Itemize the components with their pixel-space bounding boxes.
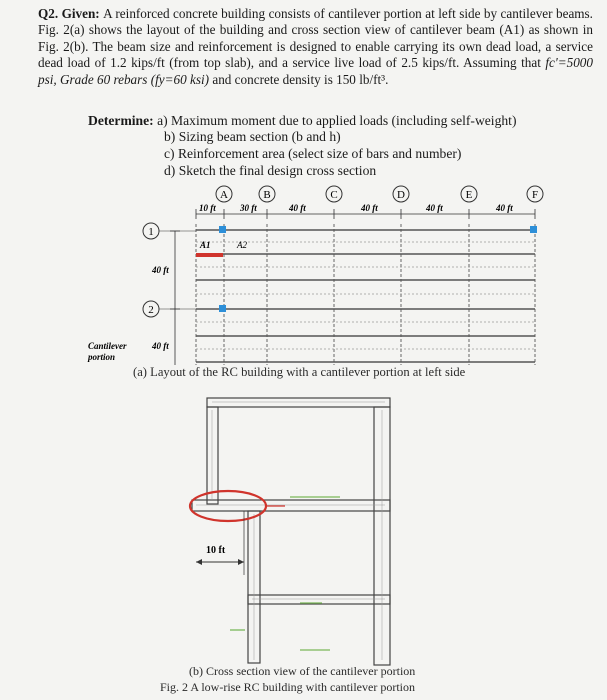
span-label-4: 40 ft — [361, 203, 378, 213]
determine-heading: Determine: — [88, 113, 154, 128]
question-lead: Q2. Given: — [38, 6, 104, 21]
figure-a-caption: (a) Layout of the RC building with a cantilever portion at left side — [133, 365, 466, 379]
span-label-2: 30 ft — [240, 203, 257, 213]
cantilever-span-dimension: 10 ft — [206, 545, 226, 556]
determine-item-a: a) Maximum moment due to applied loads (including self-weight) — [153, 113, 517, 128]
beam-label-a2: A2 — [237, 240, 247, 250]
span-label-5: 40 ft — [426, 203, 443, 213]
beam-label-a1: A1 — [200, 240, 211, 250]
column-label-f: F — [531, 189, 539, 201]
column-label-e: E — [465, 189, 473, 201]
span-label-1: 10 ft — [199, 203, 216, 213]
column-label-d: D — [397, 189, 405, 201]
cantilever-highlight-ellipse — [190, 491, 266, 521]
span-label-6: 40 ft — [496, 203, 513, 213]
column-label-a: A — [220, 189, 228, 201]
concrete-strength: fc'=5000 psi, Grade 60 — [38, 55, 593, 87]
rebar-grade: rebars (fy=60 ksi) — [113, 71, 210, 87]
cantilever-label-portion: portion — [88, 352, 116, 362]
column-label-b: B — [263, 189, 271, 201]
cantilever-label: Cantilever — [88, 341, 127, 351]
determine-item-d: d) Sketch the final design cross section — [164, 163, 377, 178]
row-label-2: 2 — [148, 304, 154, 316]
figure-2-caption: Fig. 2 A low-rise RC building with cantilever portion — [160, 680, 415, 694]
determine-item-b: b) Sizing beam section (b and h) — [164, 129, 341, 144]
row-label-1: 1 — [148, 226, 154, 238]
row-spacing-label: 40 ft — [152, 265, 169, 275]
cantilever-span-label: 40 ft — [152, 341, 169, 351]
question-text-a: A reinforced concrete building consists of cantilever portion at left side by cantilever beams. Fig. 2(a) shows the layout of the building and cross section view of cantilever beam (A1) as shown in Fig. 2(b). The beam size and reinforcement is designed to enable carrying its own dead load, a service dead load of 1.2 kips/ft (from top slab), and a service live load of 2.5 kips/ft. Assuming that — [38, 6, 593, 71]
question-text-b: and concrete density is 150 lb/ft³. — [209, 71, 389, 87]
figure-b-caption: (b) Cross section view of the cantilever portion — [189, 664, 416, 678]
span-label-3: 40 ft — [289, 203, 306, 213]
column-label-c: C — [330, 189, 338, 201]
determine-item-c: c) Reinforcement area (select size of bars and number) — [164, 146, 462, 161]
